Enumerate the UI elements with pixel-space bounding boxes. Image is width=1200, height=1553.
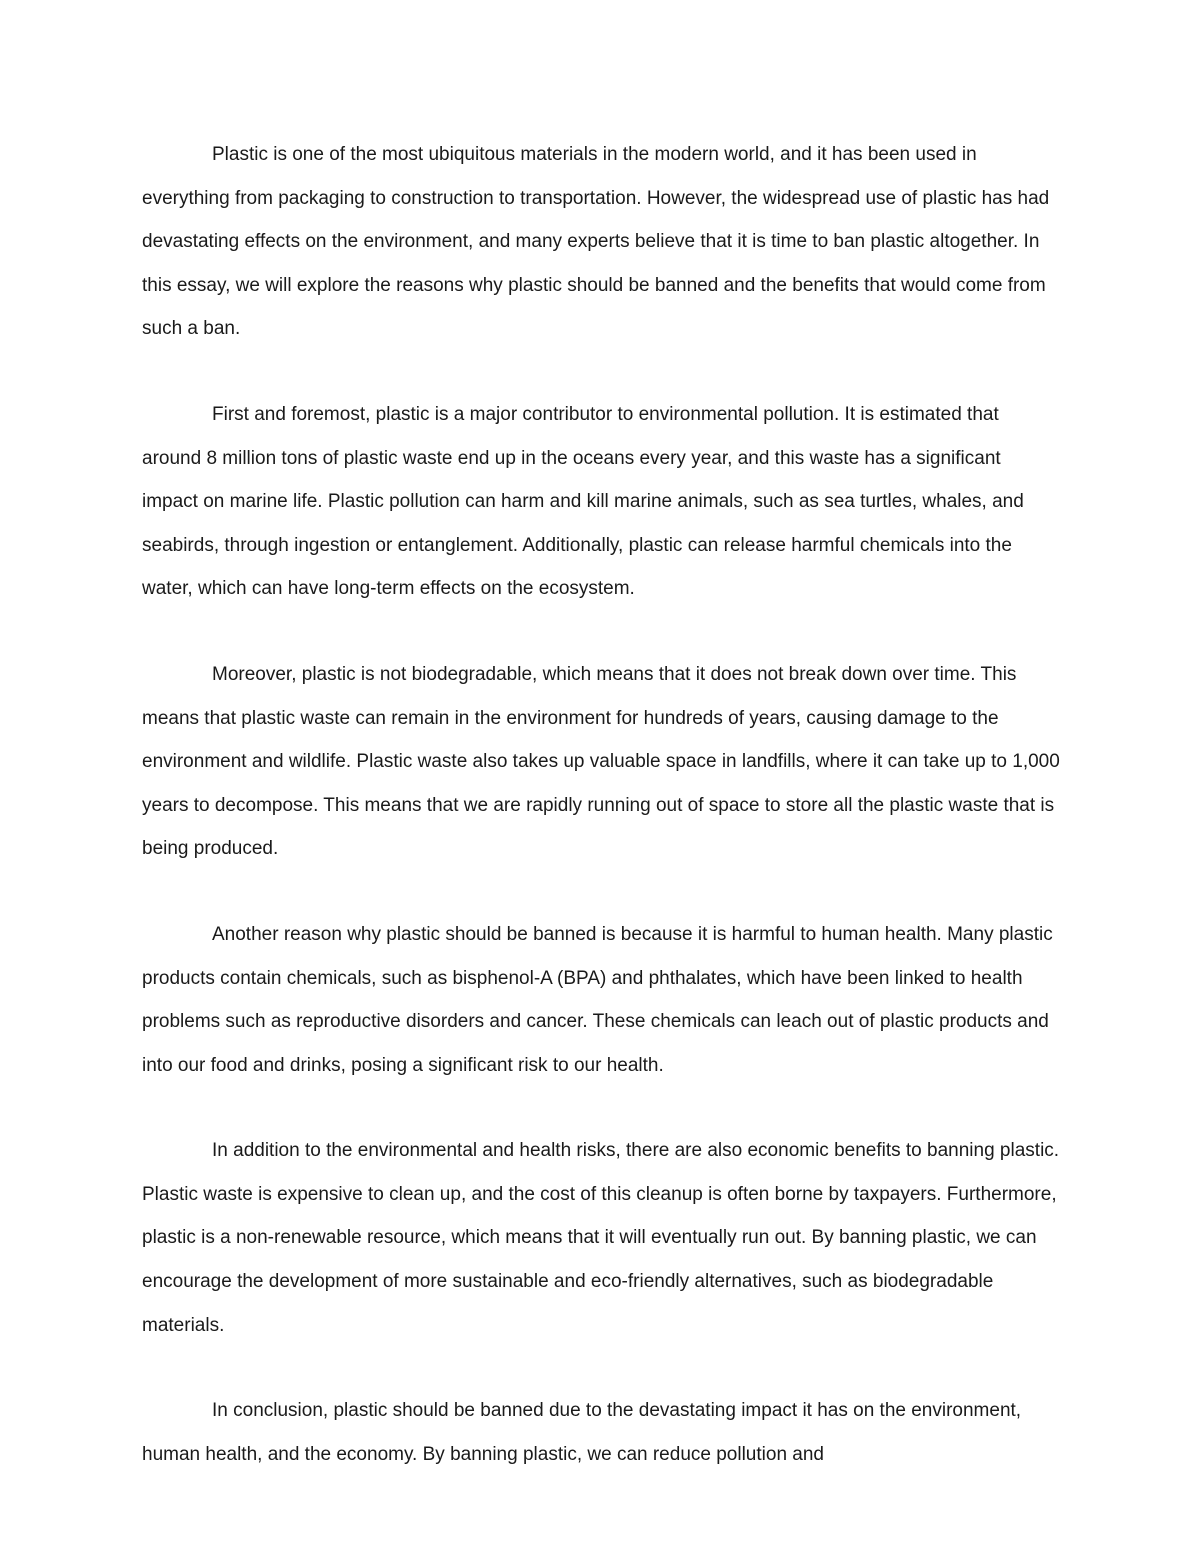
paragraph-pollution: First and foremost, plastic is a major contributor to environmental pollution. It is estimated that around 8 million tons of plastic waste end up in the oceans every year, and this waste has a significant impact on marine life. Plastic pollution can harm and kill marine animals, such as sea turtles, whales, and seabirds, through ingestion or entanglement. Additionally, plastic can release harmful chemicals into the water, which can have long-term effects on the ecosystem. — [142, 403, 1024, 600]
paragraph-introduction: Plastic is one of the most ubiquitous materials in the modern world, and it has been used in everything from packaging to construction to transportation. However, the widespread use of plastic has had devastating effects on the environment, and many experts believe that it is time to ban plastic altogether. In this essay, we will explore the reasons why plastic should be banned and the benefits that would come from such a ban. — [142, 144, 1050, 340]
paragraph-conclusion: In conclusion, plastic should be banned due to the devastating impact it has on the environment, human health, and the economy. By banning plastic, we can reduce pollution and — [142, 1400, 1022, 1465]
paragraph-human-health: Another reason why plastic should be banned is because it is harmful to human health. Many plastic products contain chemicals, such as bisphenol-A (BPA) and phthalates, which have been linked to health problems such as reproductive disorders and cancer. These chemicals can leach out of plastic products and into our food and drinks, posing a significant risk to our health. — [142, 923, 1053, 1076]
paragraph-biodegradability: Moreover, plastic is not biodegradable, which means that it does not break down over time. This means that plastic waste can remain in the environment for hundreds of years, causing damage to the environment and wildlife. Plastic waste also takes up valuable space in landfills, where it can take up to 1,000 years to decompose. This means that we are rapidly running out of space to store all the plastic waste that is being produced. — [142, 663, 1060, 860]
paragraph-economic-benefits: In addition to the environmental and health risks, there are also economic benefits to banning plastic. Plastic waste is expensive to clean up, and the cost of this cleanup is often borne by taxpayers. Furthermore, plastic is a non-renewable resource, which means that it will eventually run out. By banning plastic, we can encourage the development of more sustainable and eco-friendly alternatives, such as biodegradable materials. — [142, 1140, 1060, 1336]
